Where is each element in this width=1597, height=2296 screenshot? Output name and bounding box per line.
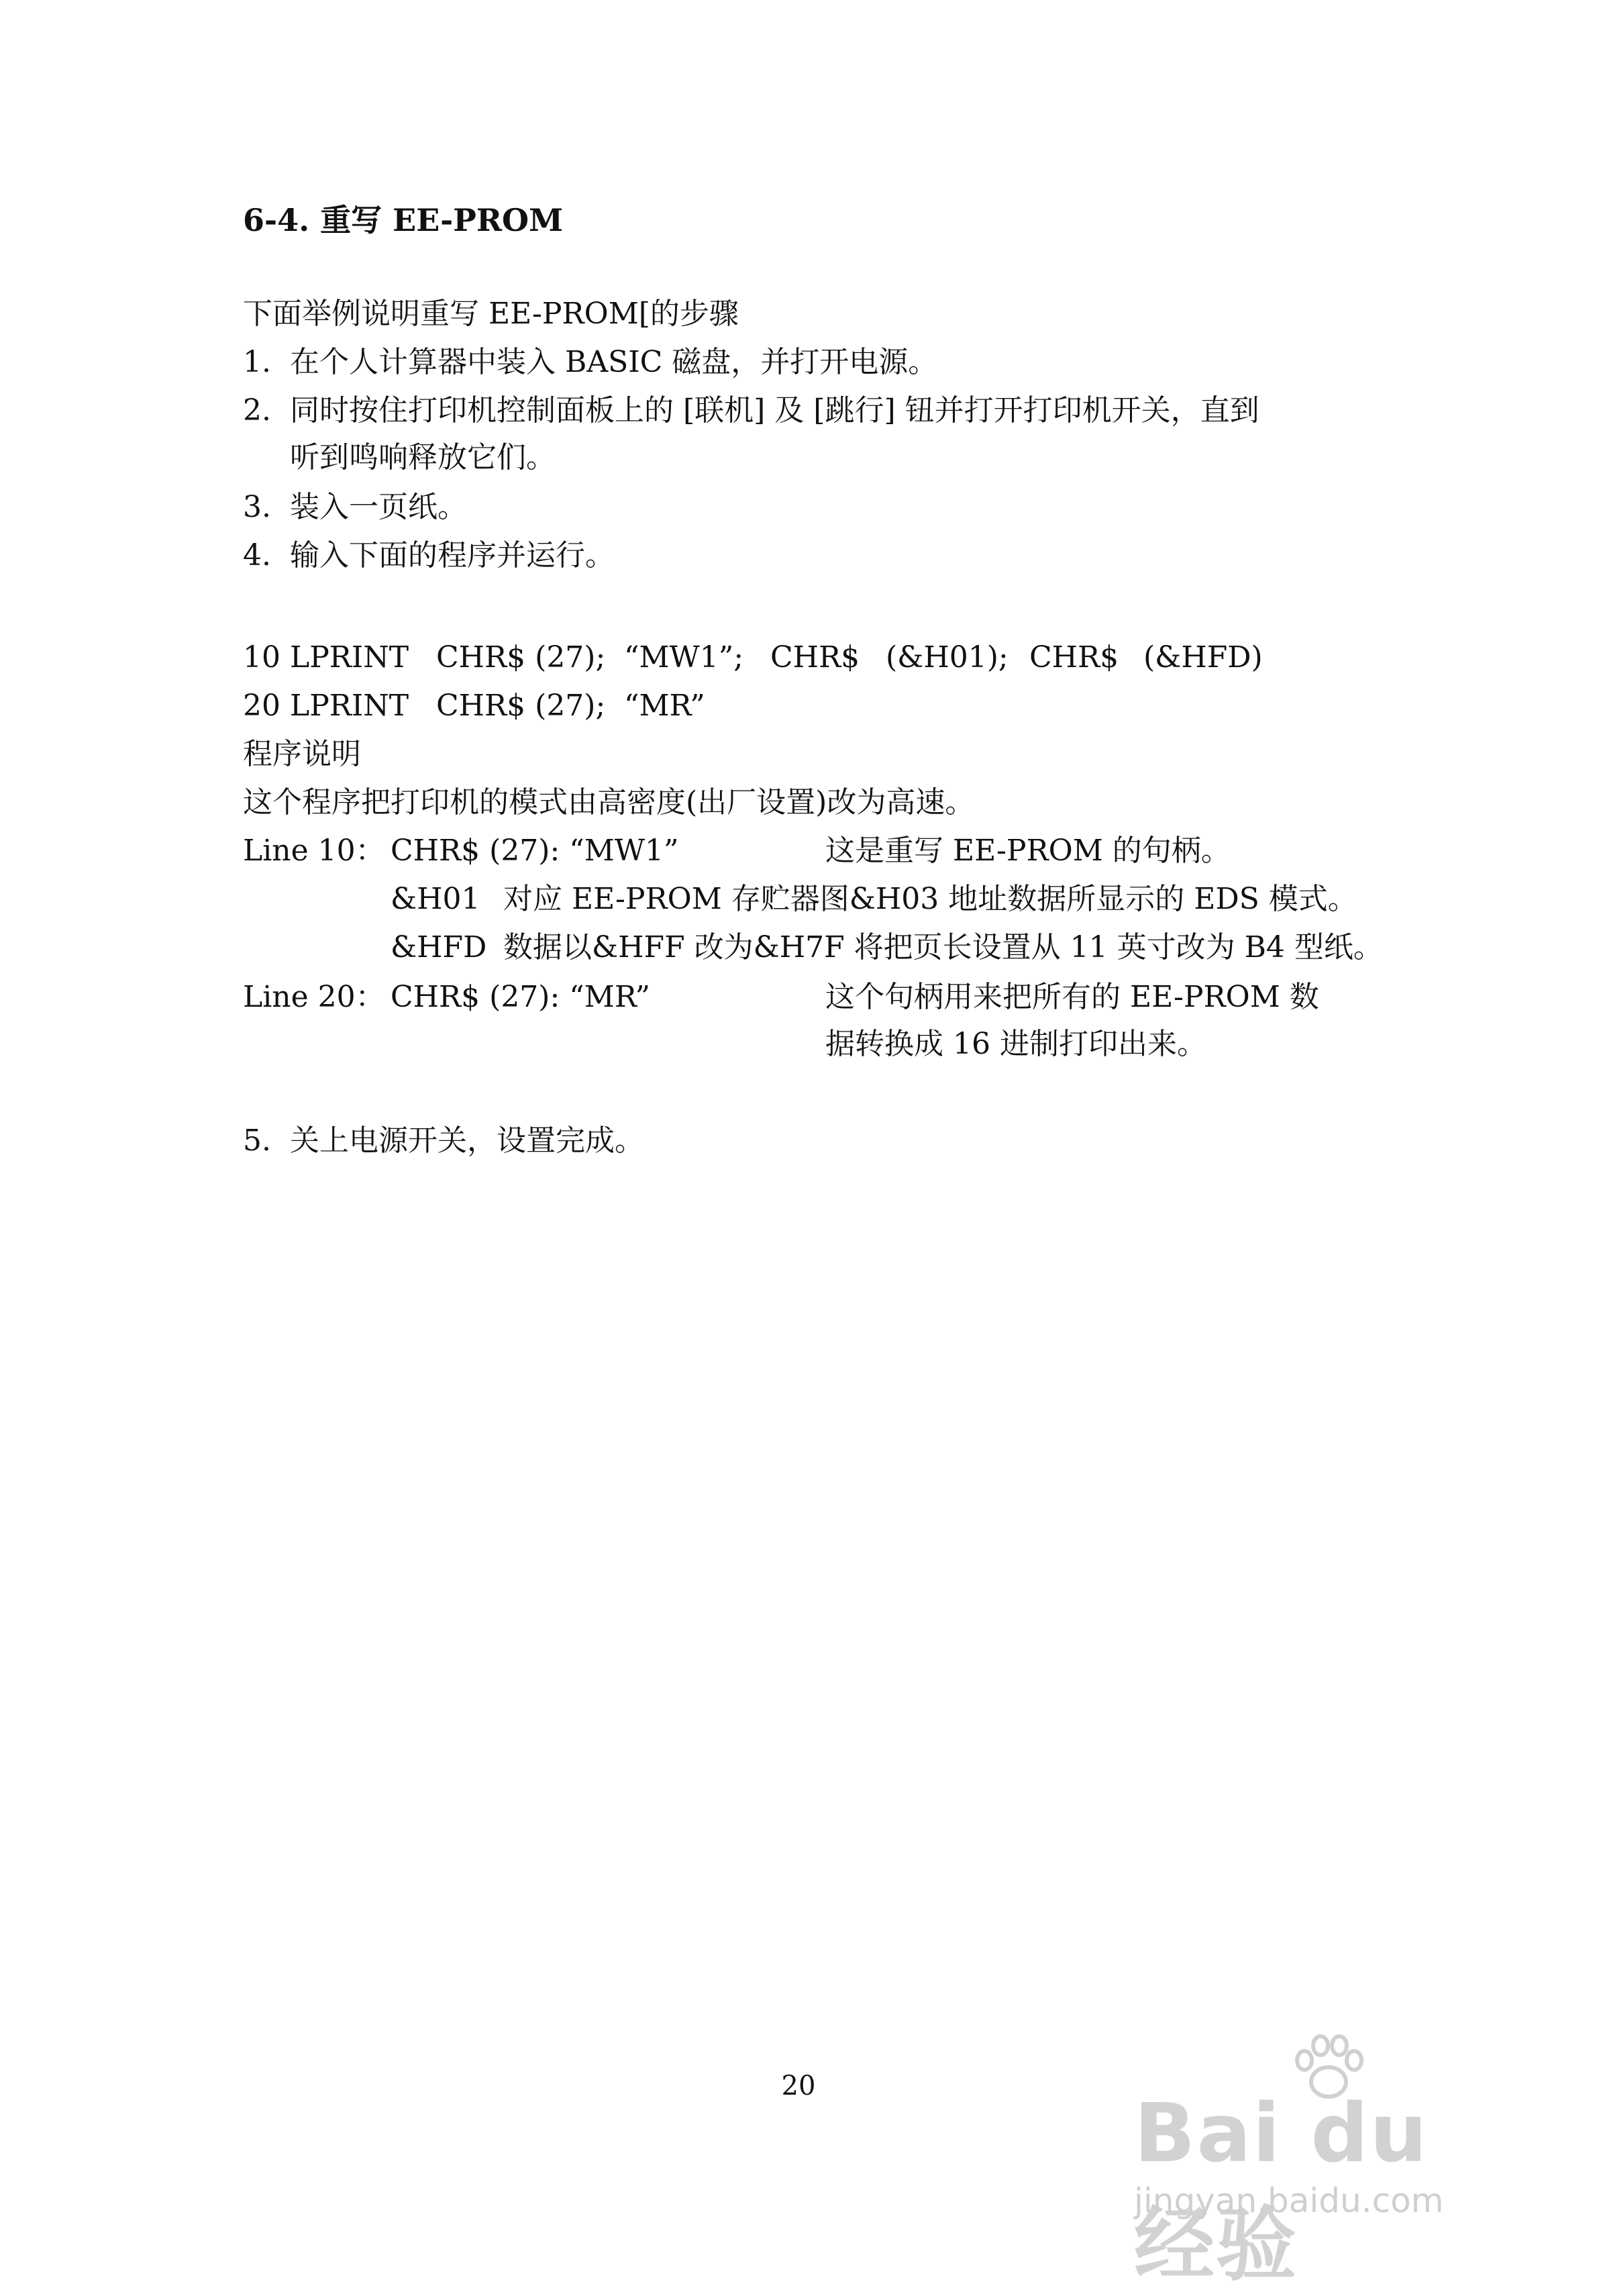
code-part: (&H01);: [886, 640, 1009, 675]
line-code: &HFD: [391, 930, 487, 964]
code-part: CHR$ (27);: [436, 689, 606, 723]
step-number: 2.: [243, 393, 271, 428]
code-part: CHR$: [770, 640, 860, 675]
section-heading: [243, 200, 563, 240]
step-text: 关上电源开关，设置完成。: [290, 1124, 644, 1158]
line-desc: 据转换成 16 进制打印出来。: [825, 1027, 1206, 1061]
code-label: 10 LPRINT: [243, 640, 409, 675]
line-label: Line 10：: [243, 834, 385, 868]
step-text: 在个人计算器中装入 BASIC 磁盘，并打开电源。: [290, 345, 938, 379]
line-code: &H01: [391, 882, 480, 916]
step-text: 输入下面的程序并运行。: [290, 538, 615, 572]
explain-line-10: [243, 831, 1384, 871]
watermark-logo: Bai du 经验: [1134, 2087, 1429, 2292]
explain-h01: [243, 879, 1384, 919]
step-number: 5.: [243, 1124, 271, 1158]
step-number: 4.: [243, 538, 271, 572]
step-4: [243, 536, 615, 576]
code-label: 20 LPRINT: [243, 689, 409, 723]
explain-title: 程序说明: [243, 737, 361, 771]
code-part: “MW1”;: [624, 640, 744, 675]
step-number: 1.: [243, 345, 271, 379]
line-code: CHR$ (27): “MW1”: [391, 834, 679, 868]
line-desc: 这是重写 EE-PROM 的句柄。: [825, 834, 1231, 868]
explain-line-20: [243, 977, 1384, 1017]
line-code: CHR$ (27): “MR”: [391, 980, 651, 1014]
step-2-continuation: 听到鸣响释放它们。: [290, 440, 556, 475]
code-line-20: [243, 686, 1384, 726]
line-desc: 数据以&HFF 改为&H7F 将把页长设置从 11 英寸改为 B4 型纸。: [503, 930, 1383, 964]
code-part: (&HFD): [1143, 640, 1263, 675]
step-text: 装入一页纸。: [290, 490, 467, 524]
code-part: “MR”: [624, 689, 705, 723]
step-number: 3.: [243, 490, 271, 524]
intro-text: 下面举例说明重写 EE-PROM[的步骤: [243, 297, 739, 331]
line-desc: 这个句柄用来把所有的 EE-PROM 数: [825, 980, 1319, 1014]
watermark-url: jingyan.baidu.com: [1134, 2181, 1444, 2220]
page-number: 20: [781, 2070, 816, 2101]
line-desc: 对应 EE-PROM 存贮器图&H03 地址数据所显示的 EDS 模式。: [503, 882, 1357, 916]
explain-line-20-cont: [243, 1024, 1384, 1064]
explain-hfd: [243, 928, 1384, 968]
baidu-watermark: [1134, 2034, 1510, 2292]
section-title: 重写 EE-PROM: [320, 202, 564, 238]
step-1: [243, 342, 937, 383]
step-5: [243, 1121, 644, 1161]
line-label: Line 20：: [243, 980, 385, 1014]
explain-summary: 这个程序把打印机的模式由高密度(出厂设置)改为高速。: [243, 785, 975, 819]
code-part: CHR$: [1029, 640, 1119, 675]
step-2: [243, 391, 1259, 431]
step-text: 同时按住打印机控制面板上的 [联机] 及 [跳行] 钮并打开打印机开关，直到: [290, 393, 1259, 428]
section-number: 6-4.: [243, 202, 310, 238]
code-part: CHR$ (27);: [436, 640, 606, 675]
step-3: [243, 487, 467, 528]
code-line-10: [243, 638, 1384, 678]
